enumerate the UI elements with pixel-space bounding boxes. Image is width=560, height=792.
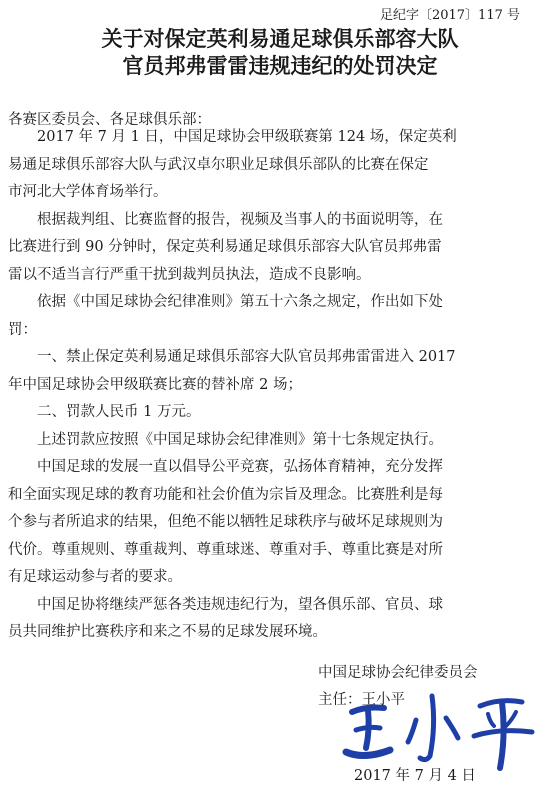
body-text xyxy=(8,124,552,647)
paragraph-line: 上述罚款应按照《中国足球协会纪律准则》第十七条规定执行。 xyxy=(37,431,443,448)
doc-number: 足纪字〔2017〕117 号 xyxy=(379,8,520,23)
paragraph-line: 一、禁止保定英利易通足球俱乐部容大队官员邦弗雷雷进入 2017 xyxy=(37,349,456,365)
chair-name: 主任：王小平 xyxy=(318,692,405,708)
title-line-1: 关于对保定英利易通足球俱乐部容大队 xyxy=(101,27,459,51)
salutation: 各赛区委员会、各足球俱乐部： xyxy=(8,112,211,128)
paragraph-line: 根据裁判组、比赛监督的报告，视频及当事人的书面说明等，在 xyxy=(37,211,443,228)
paragraph-line: 二、罚款人民币 1 万元。 xyxy=(37,404,201,420)
doc-title xyxy=(0,26,560,80)
paragraph-line: 代价。尊重规则、尊重裁判、尊重球迷、尊重对手、尊重比赛是对所 xyxy=(8,541,443,558)
paragraph-line: 市河北大学体育场举行。 xyxy=(8,184,168,200)
paragraph-line: 比赛进行到 90 分钟时，保定英利易通足球俱乐部容大队官员邦弗雷 xyxy=(8,239,442,255)
paragraph-line: 员共同维护比赛秩序和来之不易的足球发展环境。 xyxy=(8,624,327,640)
paragraph-line: 雷以不适当言行严重干扰到裁判员执法，造成不良影响。 xyxy=(8,266,371,283)
paragraph-line: 有足球运动参与者的要求。 xyxy=(8,569,182,585)
paragraph-line: 和全面实现足球的教育功能和社会价值为宗旨及理念。比赛胜利是每 xyxy=(8,486,443,503)
paragraph-line: 中国足协将继续严惩各类违规违纪行为，望各俱乐部、官员、球 xyxy=(37,596,443,613)
paragraph-line: 依据《中国足球协会纪律准则》第五十六条之规定，作出如下处 xyxy=(37,294,443,310)
paragraph-line: 中国足球的发展一直以倡导公平竞赛，弘扬体育精神，充分发挥 xyxy=(37,459,443,475)
paragraph-line: 年中国足球协会甲级联赛比赛的替补席 2 场； xyxy=(8,376,302,393)
title-line-2: 官员邦弗雷雷违规违纪的处罚决定 xyxy=(122,54,438,78)
paragraph-line: 个参与者所追求的结果，但绝不能以牺牲足球秩序与破坏足球规则为 xyxy=(8,514,443,530)
signature-date: 2017 年 7 月 4 日 xyxy=(354,768,476,784)
paragraph-line: 2017 年 7 月 1 日，中国足球协会甲级联赛第 124 场，保定英利 xyxy=(37,129,457,145)
paragraph-line: 罚： xyxy=(8,321,37,338)
handwritten-signature xyxy=(340,686,540,772)
signing-organization: 中国足球协会纪律委员会 xyxy=(318,665,478,681)
paragraph-line: 易通足球俱乐部容大队与武汉卓尔职业足球俱乐部队的比赛在保定 xyxy=(8,156,429,173)
